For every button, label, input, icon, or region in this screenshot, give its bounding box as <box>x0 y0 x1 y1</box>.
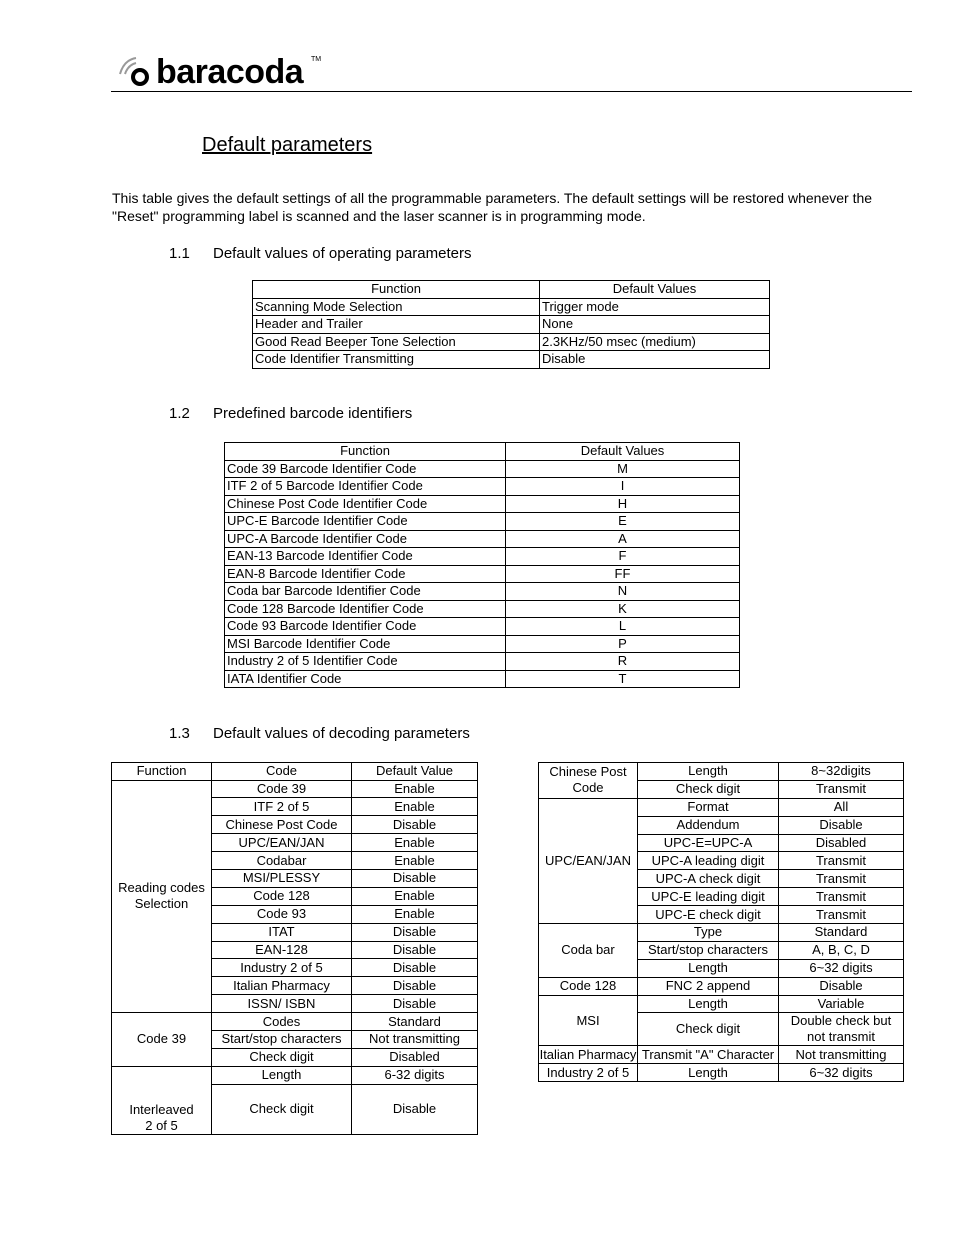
table-cell: Disable <box>352 1084 478 1134</box>
group-label: Chinese Post Code <box>539 763 638 799</box>
table-cell: Check digit <box>212 1084 352 1134</box>
group-label: Code 39 <box>112 1013 212 1067</box>
table-cell: Codabar <box>212 852 352 870</box>
table-cell: Enable <box>352 905 478 923</box>
decoding-parameters-table-right <box>538 762 904 1082</box>
group-label: Coda bar <box>539 924 638 978</box>
table-cell: H <box>506 495 740 513</box>
table-row <box>225 618 740 636</box>
table-cell: 2.3KHz/50 msec (medium) <box>540 333 770 351</box>
table-row <box>539 924 904 942</box>
table-cell: Length <box>638 763 779 781</box>
table-cell: Enable <box>352 780 478 798</box>
table-row <box>539 977 904 995</box>
table-row <box>253 351 770 369</box>
table-cell: Length <box>212 1066 352 1084</box>
column-header: Function <box>112 763 212 781</box>
table-cell: MSI/PLESSY <box>212 869 352 887</box>
signal-icon <box>118 52 152 92</box>
table-cell: Italian Pharmacy <box>212 977 352 995</box>
table-cell: Enable <box>352 834 478 852</box>
table-cell: Disabled <box>352 1048 478 1066</box>
group-label: Italian Pharmacy <box>539 1046 637 1062</box>
table-cell: MSI Barcode Identifier Code <box>225 635 506 653</box>
barcode-identifiers-table <box>224 442 740 688</box>
table-cell: FF <box>506 565 740 583</box>
table-cell: Disable <box>352 959 478 977</box>
table-row <box>539 995 904 1013</box>
table-cell: Enable <box>352 887 478 905</box>
table-cell: 8~32digits <box>779 763 904 781</box>
table-cell: Trigger mode <box>540 298 770 316</box>
table-row <box>112 780 478 798</box>
table-row <box>253 333 770 351</box>
table-cell: UPC-E leading digit <box>638 888 779 906</box>
table-cell: Chinese Post Code Identifier Code <box>225 495 506 513</box>
table-cell: Variable <box>779 995 904 1013</box>
table-cell: Code 128 Barcode Identifier Code <box>225 600 506 618</box>
table-cell: Code 39 <box>212 780 352 798</box>
table-cell: Code Identifier Transmitting <box>253 351 540 369</box>
table-cell: UPC-E Barcode Identifier Code <box>225 513 506 531</box>
table-cell: 6-32 digits <box>352 1066 478 1084</box>
table-row <box>225 460 740 478</box>
table-row <box>225 583 740 601</box>
table-cell: Scanning Mode Selection <box>253 298 540 316</box>
table-cell: Disable <box>352 816 478 834</box>
group-label: Interleaved 2 of 5 <box>112 1066 212 1134</box>
column-header: Function <box>225 443 506 461</box>
table-cell: Disable <box>540 351 770 369</box>
table-row <box>225 565 740 583</box>
group-label: Code 128 <box>539 977 638 995</box>
column-header: Default Values <box>540 281 770 299</box>
table-cell: EAN-13 Barcode Identifier Code <box>225 548 506 566</box>
operating-parameters-table <box>252 280 770 369</box>
table-cell: Not transmitting <box>352 1030 478 1048</box>
header-rule <box>111 91 912 92</box>
logo-wordmark: baracoda <box>156 53 304 91</box>
table-cell: F <box>506 548 740 566</box>
column-header: Code <box>212 763 352 781</box>
table-cell: Transmit <box>779 906 904 924</box>
decoding-parameters-table-left <box>111 762 478 1135</box>
table-cell: Industry 2 of 5 Identifier Code <box>225 653 506 671</box>
group-label: Reading codes Selection <box>112 780 212 1013</box>
table-cell: Check digit <box>212 1048 352 1066</box>
table-cell: UPC-E=UPC-A <box>638 834 779 852</box>
table-cell: Industry 2 of 5 <box>212 959 352 977</box>
table-cell: I <box>506 478 740 496</box>
table-cell: ITF 2 of 5 Barcode Identifier Code <box>225 478 506 496</box>
table-row <box>112 1013 478 1031</box>
table-cell: Code 39 Barcode Identifier Code <box>225 460 506 478</box>
table-cell: Code 93 Barcode Identifier Code <box>225 618 506 636</box>
table-cell: 6~32 digits <box>779 1064 904 1082</box>
table-cell: Type <box>638 924 779 942</box>
table-row <box>539 798 904 816</box>
group-label: UPC/EAN/JAN <box>539 798 638 923</box>
column-header: Function <box>253 281 540 299</box>
table-cell: Disable <box>352 869 478 887</box>
page-title: Default parameters <box>202 134 373 156</box>
table-cell: Standard <box>779 924 904 942</box>
table-cell: None <box>540 316 770 334</box>
section-heading-1-1: 1.1 Default values of operating parameters <box>169 245 472 262</box>
table-cell: ITF 2 of 5 <box>212 798 352 816</box>
table-cell: Header and Trailer <box>253 316 540 334</box>
table-cell: K <box>506 600 740 618</box>
table-cell: ISSN/ ISBN <box>212 995 352 1013</box>
table-cell: Length <box>638 995 779 1013</box>
table-row <box>225 653 740 671</box>
table-row <box>225 478 740 496</box>
table-cell: Disable <box>352 995 478 1013</box>
table-row <box>225 495 740 513</box>
table-row <box>225 530 740 548</box>
table-cell: Format <box>638 798 779 816</box>
table-cell: Coda bar Barcode Identifier Code <box>225 583 506 601</box>
table-cell: All <box>779 798 904 816</box>
table-cell: N <box>506 583 740 601</box>
table-cell: UPC-A leading digit <box>638 852 779 870</box>
column-header: Default Values <box>506 443 740 461</box>
table-cell: Addendum <box>638 816 779 834</box>
table-cell: R <box>506 653 740 671</box>
table-cell: Length <box>638 959 779 977</box>
table-cell: Disable <box>779 977 904 995</box>
table-row <box>253 316 770 334</box>
table-row <box>112 1066 478 1084</box>
table-cell: Standard <box>352 1013 478 1031</box>
table-row <box>253 298 770 316</box>
table-cell: Disable <box>779 816 904 834</box>
table-cell: L <box>506 618 740 636</box>
table-cell: Disable <box>352 977 478 995</box>
table-cell: Transmit "A" Character <box>638 1046 779 1064</box>
group-label: MSI <box>539 995 638 1046</box>
table-cell: Not transmitting <box>779 1046 904 1064</box>
table-cell: Code 93 <box>212 905 352 923</box>
table-cell: 6~32 digits <box>779 959 904 977</box>
table-cell: Transmit <box>779 852 904 870</box>
table-cell: EAN-8 Barcode Identifier Code <box>225 565 506 583</box>
section-heading-1-3: 1.3 Default values of decoding parameters <box>169 725 470 742</box>
table-cell: A <box>506 530 740 548</box>
table-cell: UPC-A Barcode Identifier Code <box>225 530 506 548</box>
table-row <box>225 548 740 566</box>
table-cell: EAN-128 <box>212 941 352 959</box>
table-cell: Enable <box>352 798 478 816</box>
table-cell: Length <box>638 1064 779 1082</box>
table-cell: Disable <box>352 923 478 941</box>
table-row <box>225 670 740 688</box>
group-label: Industry 2 of 5 <box>539 1064 638 1082</box>
table-cell: P <box>506 635 740 653</box>
table-cell: Start/stop characters <box>638 941 779 959</box>
intro-paragraph: This table gives the default settings of all the programmable parameters. The default settings will be restored whenever the "Reset" programming label is scanned and the laser scanner is in programming mode. <box>112 190 873 224</box>
table-row <box>225 600 740 618</box>
table-cell: Transmit <box>779 888 904 906</box>
table-row <box>539 1046 904 1064</box>
trademark-mark: TM <box>311 56 322 63</box>
table-cell: Disable <box>352 941 478 959</box>
table-cell: Transmit <box>779 870 904 888</box>
table-cell: UPC-E check digit <box>638 906 779 924</box>
table-cell: T <box>506 670 740 688</box>
table-cell: M <box>506 460 740 478</box>
table-cell: IATA Identifier Code <box>225 670 506 688</box>
table-row <box>225 635 740 653</box>
table-cell: Disabled <box>779 834 904 852</box>
table-cell: Check digit <box>638 780 779 798</box>
section-heading-1-2: 1.2 Predefined barcode identifiers <box>169 405 413 422</box>
table-cell: A, B, C, D <box>779 941 904 959</box>
table-cell: UPC/EAN/JAN <box>212 834 352 852</box>
table-cell: Good Read Beeper Tone Selection <box>253 333 540 351</box>
table-row <box>539 1064 904 1082</box>
table-cell: ITAT <box>212 923 352 941</box>
table-cell: Double check but not transmit <box>779 1013 904 1046</box>
table-cell: UPC-A check digit <box>638 870 779 888</box>
table-cell: FNC 2 append <box>638 977 779 995</box>
table-row <box>539 763 904 781</box>
table-cell: Transmit <box>779 780 904 798</box>
table-cell: Code 128 <box>212 887 352 905</box>
table-cell: Codes <box>212 1013 352 1031</box>
table-cell: E <box>506 513 740 531</box>
table-row <box>225 513 740 531</box>
table-cell: Check digit <box>638 1013 779 1046</box>
table-cell: Start/stop characters <box>212 1030 352 1048</box>
table-cell: Chinese Post Code <box>212 816 352 834</box>
column-header: Default Value <box>352 763 478 781</box>
table-cell: Enable <box>352 852 478 870</box>
